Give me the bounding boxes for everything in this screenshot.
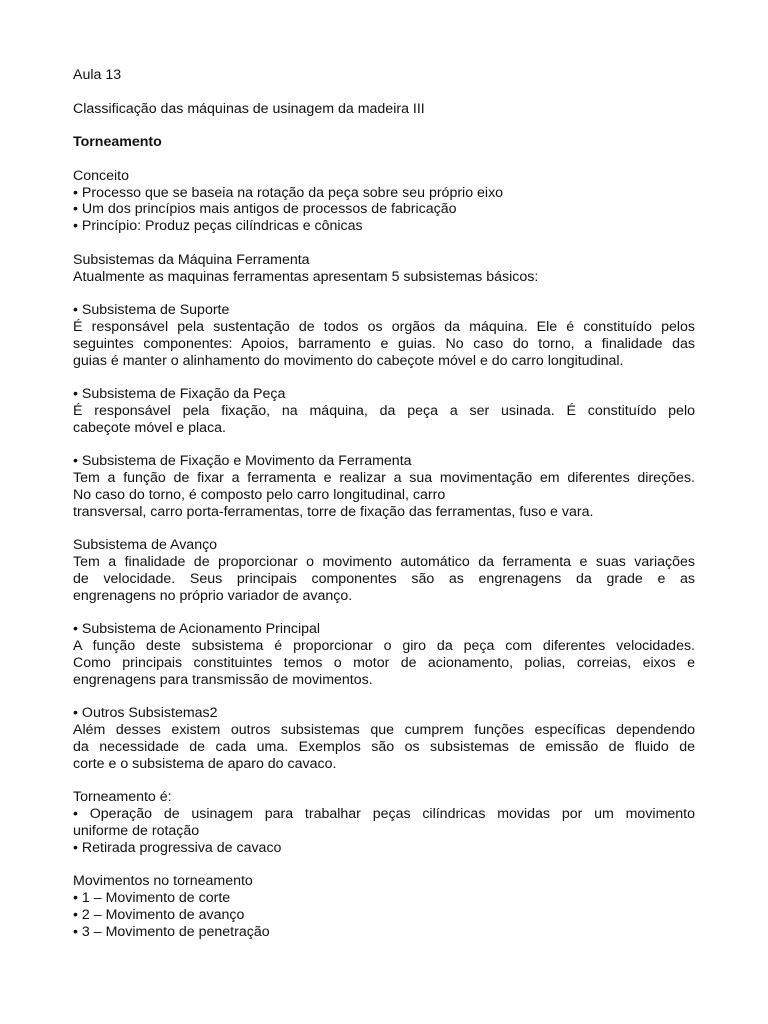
torneamento-e-paragraph [73, 806, 695, 856]
paragraph-line: engrenagens para transmissão de movimentos. [73, 671, 373, 688]
avanco-paragraph [73, 554, 695, 604]
paragraph-line: • Operação de usinagem para trabalhar peças cilíndricas movidas por um movimento [73, 806, 695, 823]
paragraph-line: Tem a finalidade de proporcionar o movimento automático da ferramenta e suas variações [73, 554, 695, 571]
acionamento-title: • Subsistema de Acionamento Principal [73, 621, 321, 638]
suporte-title: • Subsistema de Suporte [73, 302, 230, 319]
paragraph-line: cabeçote móvel e placa. [73, 419, 227, 436]
paragraph-line: de velocidade. Seus principais componentes são as engrenagens da grade e as [73, 570, 695, 587]
paragraph-line: Como principais constituintes temos o motor de acionamento, polias, correias, eixos e [73, 654, 695, 671]
lesson-number: Aula 13 [73, 67, 122, 83]
paragraph-line: engrenagens no próprio variador de avanço. [73, 587, 353, 604]
subsistemas-intro: Atualmente as maquinas ferramentas apresentam 5 subsistemas básicos: [73, 268, 539, 285]
avanco-title: Subsistema de Avanço [73, 537, 218, 554]
list-item: • Um dos princípios mais antigos de processos de fabricação [73, 201, 457, 218]
acionamento-paragraph [73, 638, 695, 688]
list-item: • Processo que se baseia na rotação da peça sobre seu próprio eixo [73, 184, 504, 201]
fixacao-ferramenta-paragraph [73, 470, 695, 520]
paragraph-line: uniforme de rotação [73, 822, 200, 839]
paragraph-line: É responsável pela sustentação de todos os orgãos da máquina. Ele é constituído pelos [73, 318, 695, 335]
paragraph-line: seguintes componentes: Apoios, barramento e guias. No caso do torno, a finalidade das [73, 335, 695, 352]
document-title: Classificação das máquinas de usinagem da madeira III [73, 100, 425, 117]
section-heading-torneamento: Torneamento [73, 134, 162, 151]
suporte-paragraph [73, 319, 695, 369]
torneamento-e-title: Torneamento é: [73, 789, 172, 806]
paragraph-line: transversal, carro porta-ferramentas, torre de fixação das ferramentas, fuso e vara. [73, 503, 594, 520]
fixacao-peca-title: • Subsistema de Fixação da Peça [73, 386, 286, 403]
paragraph-line: No caso do torno, é composto pelo carro longitudinal, carro [73, 486, 446, 503]
movimentos-title: Movimentos no torneamento [73, 873, 253, 890]
paragraph-line: A função deste subsistema é proporcionar o giro da peça com diferentes velocidades. [73, 638, 695, 655]
outros-paragraph [73, 722, 695, 772]
list-item: • Retirada progressiva de cavaco [73, 839, 282, 856]
paragraph-line: Além desses existem outros subsistemas que cumprem funções específicas dependendo [73, 722, 695, 739]
subsistemas-title: Subsistemas da Máquina Ferramenta [73, 251, 310, 268]
outros-title: • Outros Subsistemas2 [73, 705, 218, 722]
paragraph-line: É responsável pela fixação, na máquina, da peça a ser usinada. É constituído pelo [73, 402, 695, 419]
paragraph-line: guias é manter o alinhamento do movimento do cabeçote móvel e do carro longitudinal. [73, 352, 624, 369]
list-item: • 3 – Movimento de penetração [73, 923, 270, 940]
paragraph-line: corte e o subsistema de aparo do cavaco. [73, 755, 337, 772]
list-item: • Princípio: Produz peças cilíndricas e cônicas [73, 218, 363, 235]
paragraph-line: da necessidade de cada uma. Exemplos são os subsistemas de emissão de fluido de [73, 738, 695, 755]
conceito-title: Conceito [73, 167, 129, 184]
fixacao-ferramenta-title: • Subsistema de Fixação e Movimento da Ferramenta [73, 453, 412, 470]
document-page [73, 67, 695, 940]
paragraph-line: Tem a função de fixar a ferramenta e realizar a sua movimentação em diferentes direções. [73, 470, 695, 487]
list-item: • 2 – Movimento de avanço [73, 906, 245, 923]
fixacao-peca-paragraph [73, 403, 695, 437]
list-item: • 1 – Movimento de corte [73, 890, 231, 907]
